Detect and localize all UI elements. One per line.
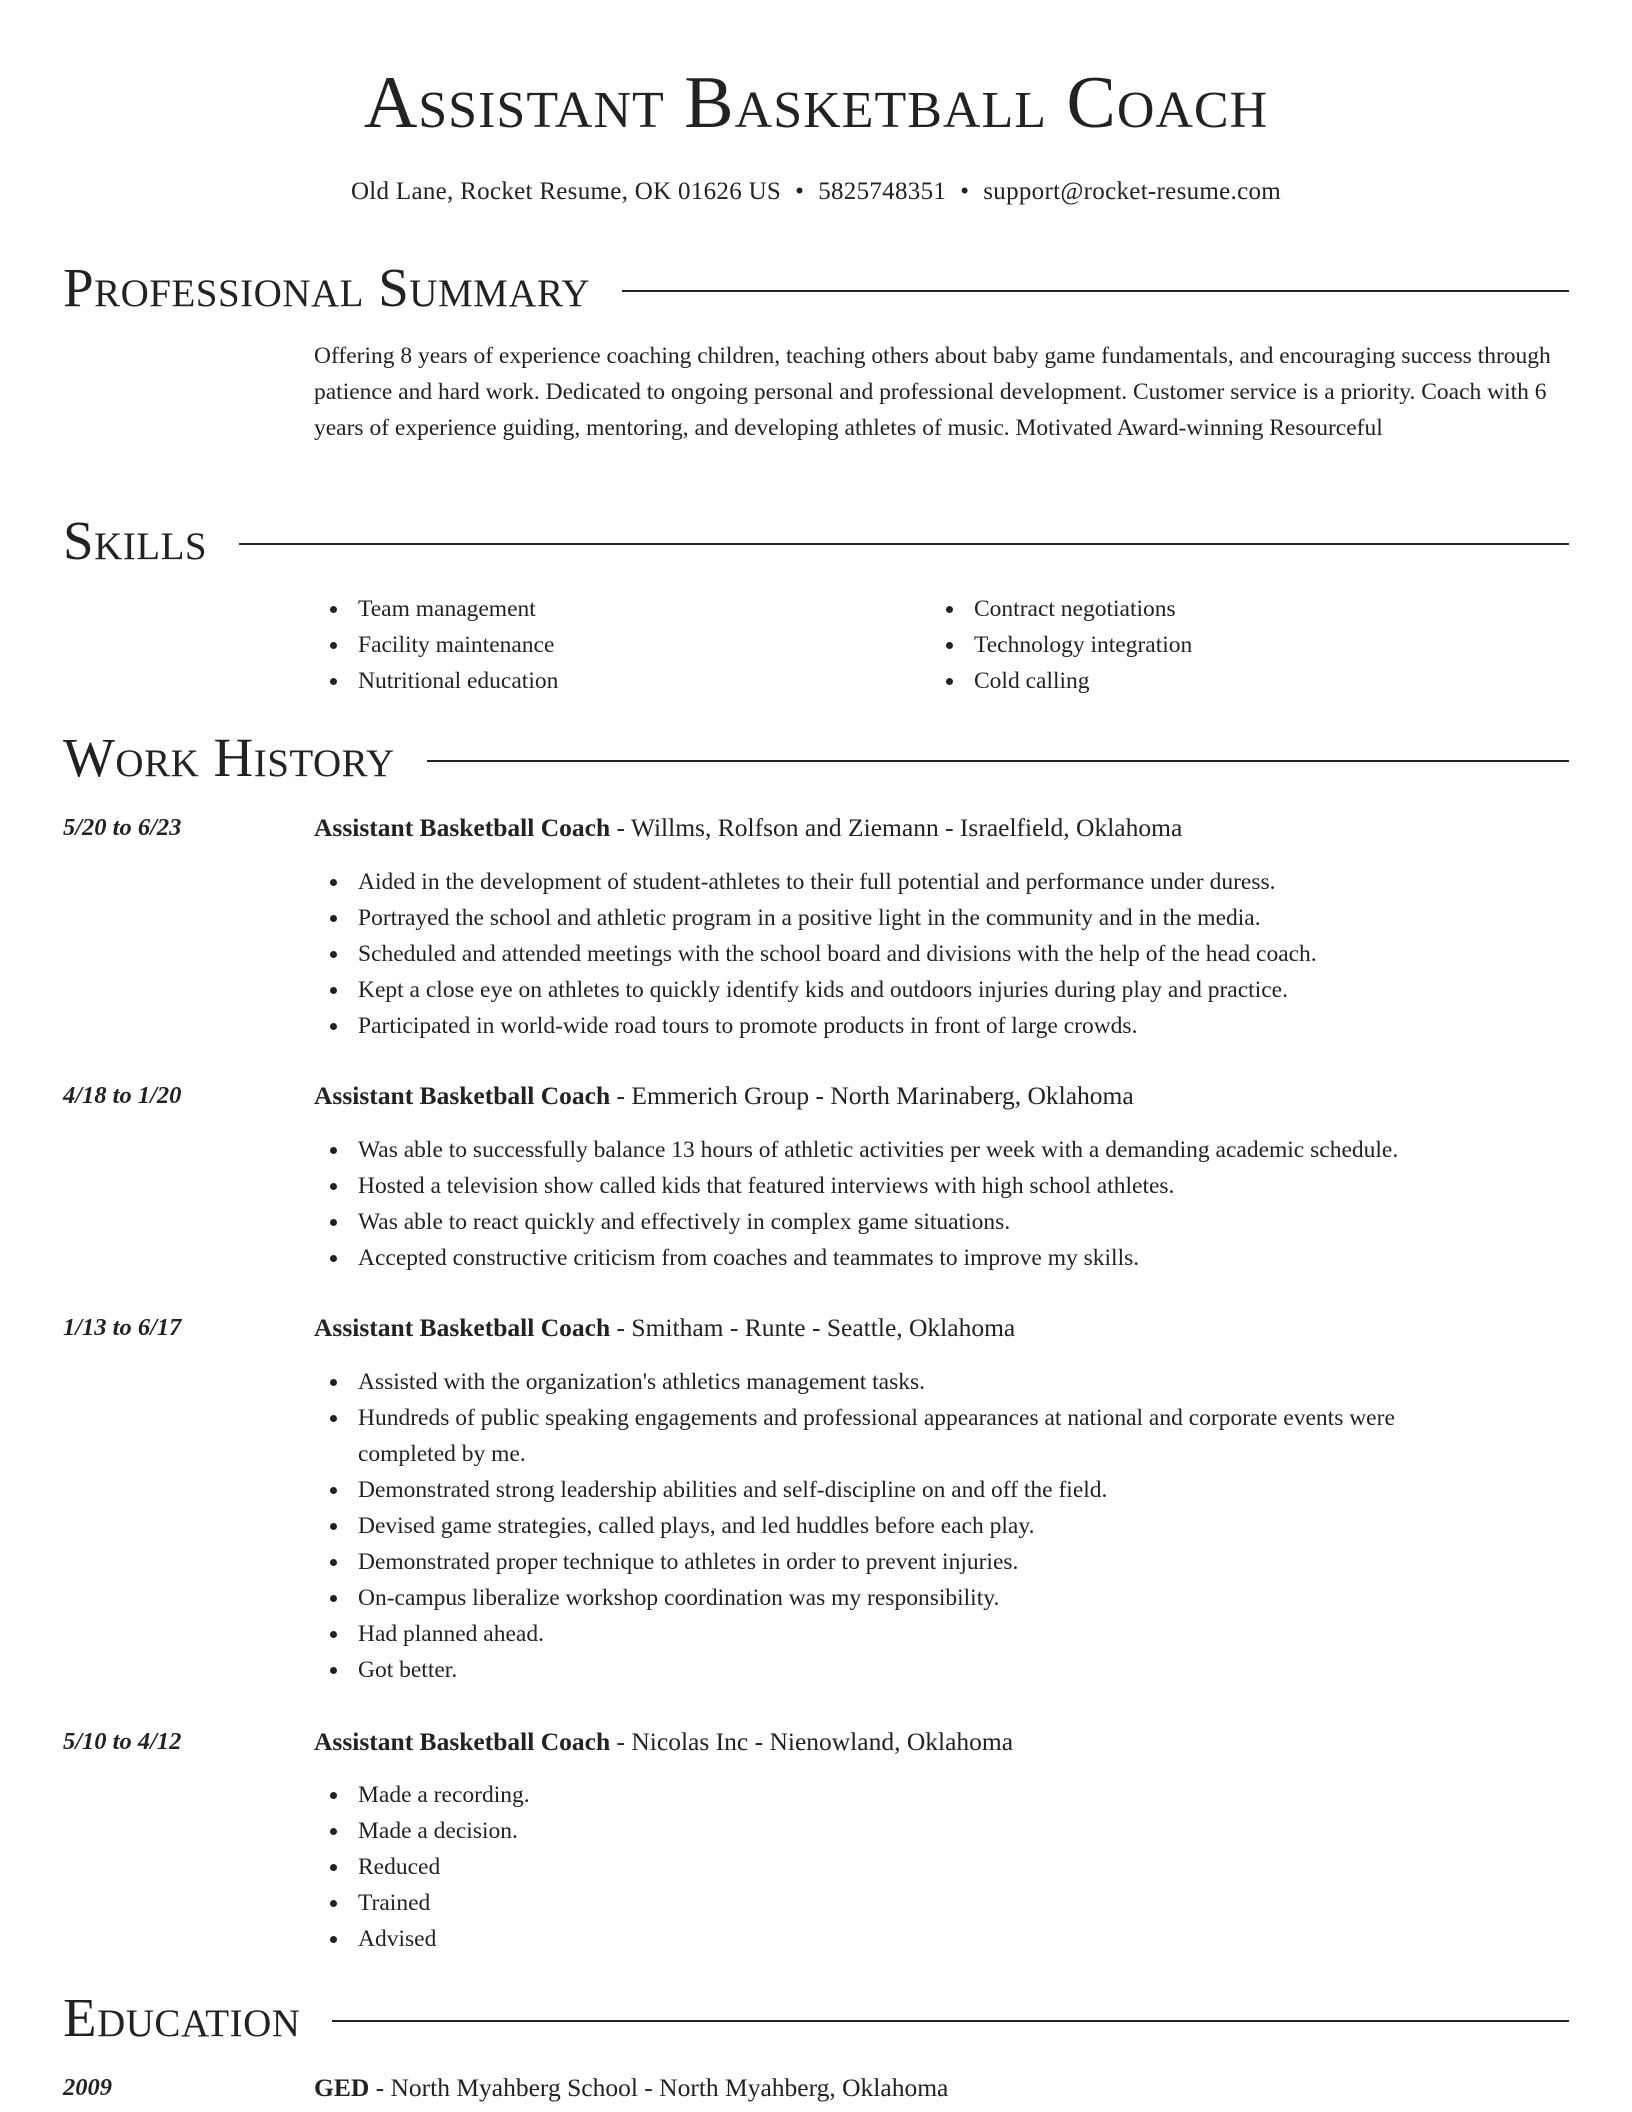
- job-role: Assistant Basketball Coach: [314, 813, 611, 842]
- job-bullet: Demonstrated proper technique to athletes in order to prevent injuries.: [314, 1544, 1484, 1580]
- job-employer: - Emmerich Group - North Marinaberg, Oklahoma: [610, 1081, 1134, 1110]
- job-employer: - Smitham - Runte - Seattle, Oklahoma: [610, 1313, 1016, 1342]
- job-role: Assistant Basketball Coach: [314, 1081, 611, 1110]
- section-title: Work History: [63, 727, 395, 788]
- phone: 5825748351: [818, 178, 947, 205]
- email: support@rocket-resume.com: [983, 178, 1282, 205]
- job-bullet: Was able to react quickly and effectively in complex game situations.: [314, 1204, 1484, 1240]
- job-bullet: Had planned ahead.: [314, 1616, 1484, 1652]
- job-employer: - Nicolas Inc - Nienowland, Oklahoma: [610, 1727, 1014, 1756]
- job-dates: 5/20 to 6/23: [63, 814, 182, 841]
- job-dates: 4/18 to 1/20: [63, 1082, 182, 1109]
- job-bullet: Scheduled and attended meetings with the school board and divisions with the help of the head coach.: [314, 936, 1484, 972]
- job-header: [314, 810, 1564, 846]
- skill-item: Facility maintenance: [314, 627, 914, 663]
- job-bullet: Was able to successfully balance 13 hours of athletic activities per week with a demanding academic schedule.: [314, 1132, 1484, 1168]
- job-bullet: Portrayed the school and athletic program in a positive light in the community and in the media.: [314, 900, 1484, 936]
- job-header: [314, 1724, 1564, 1760]
- summary-heading: [63, 257, 1569, 319]
- job-bullet: Made a decision.: [314, 1813, 1484, 1849]
- separator: •: [795, 178, 805, 205]
- job-header: [314, 1078, 1564, 1114]
- section-rule: [239, 543, 1569, 545]
- job-bullets: [314, 864, 1484, 1044]
- summary-text: Offering 8 years of experience coaching children, teaching others about baby game fundamentals, and encouraging success through patience and hard work. Dedicated to ongoing personal and professional development. Customer service is a priority. Coach with 6 years of experience guiding, mentoring, and developing athletes of music. Motivated Award-winning Resourceful: [314, 343, 1551, 441]
- job-bullet: Assisted with the organization's athletics management tasks.: [314, 1364, 1484, 1400]
- candidate-name: Assistant Basketball Coach: [363, 62, 1269, 144]
- skill-item: Contract negotiations: [930, 591, 1530, 627]
- job-bullet: Participated in world-wide road tours to promote products in front of large crowds.: [314, 1008, 1484, 1044]
- job-bullet: Hosted a television show called kids that featured interviews with high school athletes.: [314, 1168, 1484, 1204]
- education-school: - North Myahberg School - North Myahberg, Oklahoma: [369, 2073, 949, 2102]
- job-bullet: Kept a close eye on athletes to quickly identify kids and outdoors injuries during play and practice.: [314, 972, 1484, 1008]
- skill-item: Technology integration: [930, 627, 1530, 663]
- job-bullet: Trained: [314, 1885, 1484, 1921]
- section-title: Professional Summary: [63, 257, 591, 318]
- education-heading: [63, 1987, 1569, 2049]
- job-role: Assistant Basketball Coach: [314, 1727, 611, 1756]
- job-bullet: Made a recording.: [314, 1777, 1484, 1813]
- skill-item: Team management: [314, 591, 914, 627]
- job-bullet: Accepted constructive criticism from coaches and teammates to improve my skills.: [314, 1240, 1484, 1276]
- separator: •: [960, 178, 970, 205]
- job-bullet: Got better.: [314, 1652, 1484, 1688]
- skills-heading: [63, 510, 1569, 572]
- job-employer: - Willms, Rolfson and Ziemann - Israelfield, Oklahoma: [610, 813, 1183, 842]
- section-rule: [427, 760, 1569, 762]
- skill-item: Cold calling: [930, 663, 1530, 699]
- job-dates: 5/10 to 4/12: [63, 1728, 182, 1755]
- job-bullet: Demonstrated strong leadership abilities and self-discipline on and off the field.: [314, 1472, 1484, 1508]
- skill-item: Nutritional education: [314, 663, 914, 699]
- job-bullet: Reduced: [314, 1849, 1484, 1885]
- skills-right: [930, 591, 1530, 699]
- education-dates: 2009: [63, 2074, 112, 2101]
- section-rule: [332, 2020, 1569, 2022]
- education-header: [314, 2070, 1564, 2106]
- section-rule: [622, 290, 1569, 292]
- job-role: Assistant Basketball Coach: [314, 1313, 611, 1342]
- work-heading: [63, 727, 1569, 789]
- job-bullets: [314, 1132, 1484, 1276]
- job-bullets: [314, 1364, 1484, 1688]
- skills-left: [314, 591, 914, 699]
- job-bullet: Hundreds of public speaking engagements and professional appearances at national and corporate events were completed by me.: [314, 1400, 1484, 1472]
- section-title: Education: [63, 1987, 301, 2048]
- job-bullet: Devised game strategies, called plays, and led huddles before each play.: [314, 1508, 1484, 1544]
- address: Old Lane, Rocket Resume, OK 01626 US: [350, 178, 782, 205]
- job-bullet: Aided in the development of student-athletes to their full potential and performance under duress.: [314, 864, 1484, 900]
- job-bullet: On-campus liberalize workshop coordination was my responsibility.: [314, 1580, 1484, 1616]
- contact-line: [0, 175, 1632, 209]
- education-degree: GED: [314, 2073, 370, 2102]
- section-title: Skills: [63, 510, 208, 571]
- job-dates: 1/13 to 6/17: [63, 1314, 182, 1341]
- job-bullets: [314, 1777, 1484, 1957]
- job-bullet: Advised: [314, 1921, 1484, 1957]
- job-header: [314, 1310, 1564, 1346]
